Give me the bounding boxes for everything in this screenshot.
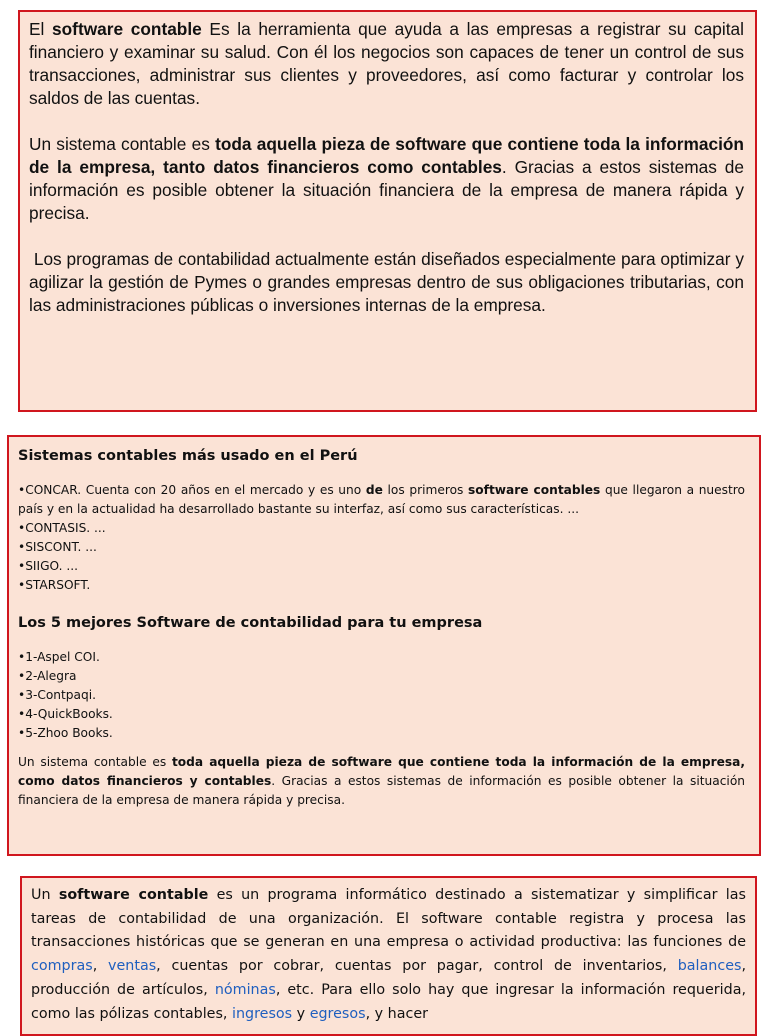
text: . Gracias a estos sistemas de información es posible obtener la situación financiera de la empresa de manera rápida y precisa. [18, 774, 745, 807]
text: Un sistema contable es [18, 755, 172, 769]
text: Un sistema contable es [29, 134, 216, 154]
closing-paragraph [18, 753, 745, 810]
section-heading-top5: Los 5 mejores Software de contabilidad para tu empresa [18, 615, 483, 631]
text: los primeros [382, 483, 469, 497]
intro-text-box [18, 10, 757, 412]
intro-paragraph-1 [29, 18, 744, 110]
text: Es la herramienta que ayuda a las empresas a registrar su capital financiero y examinar su salud. Con él los negocios son capaces de tener un control de sus transacciones, administrar sus clientes y proveedores, así como facturar y controlar los saldos de las cuentas. [29, 19, 744, 108]
intro-paragraph-2 [29, 133, 744, 225]
list-item: •1-Aspel COI. [18, 650, 100, 664]
link-egresos[interactable]: egresos [309, 1005, 366, 1022]
list-item: •SIIGO. ... [18, 559, 79, 573]
section-heading-peru: Sistemas contables más usado en el Perú [18, 448, 358, 464]
text: Un [31, 887, 59, 903]
definition-text-box [20, 876, 757, 1036]
bold-text: toda aquella pieza de software que contiene toda la información de la empresa, como datos financieros y contables [18, 755, 745, 788]
top5-software-list [18, 648, 745, 743]
software-list-box [7, 435, 761, 856]
bold-text: software contable [58, 887, 209, 903]
bold-text: software contable [52, 19, 202, 39]
text: que llegaron a nuestro país y en la actualidad ha desarrollado bastante su interfaz, así como sus características. ... [18, 483, 745, 516]
link-ventas[interactable]: ventas [108, 958, 157, 975]
list-item: •CONTASIS. ... [18, 521, 106, 535]
text: , y hacer [365, 1005, 429, 1022]
link-compras[interactable]: compras [31, 958, 93, 975]
bold-text: toda aquella pieza de software que contiene toda la información de la empresa, tanto datos financieros como contables [29, 134, 744, 177]
list-item: •4-QuickBooks. [18, 707, 113, 721]
intro-paragraph-3: Los programas de contabilidad actualmente están diseñados especialmente para optimizar y agilizar la gestión de Pymes o grandes empresas dentro de sus obligaciones tributarias, con las administraciones públicas o inversiones internas de la empresa. [29, 249, 749, 315]
list-item: •2-Alegra [18, 669, 77, 683]
list-item: •SISCONT. ... [18, 540, 97, 554]
concar-paragraph [18, 481, 745, 519]
text: es un programa informático destinado a sistematizar y simplificar las tareas de contabilidad de una organización. El software contable registra y procesa las transacciones históricas que se generan en una empresa o actividad productiva: las funciones de [31, 887, 746, 951]
bold-text: software contables [468, 483, 601, 497]
link-nominas[interactable]: nóminas [214, 981, 276, 998]
list-item: •STARSOFT. [18, 578, 91, 592]
list-item: •3-Contpaqi. [18, 688, 97, 702]
list-item: •5-Zhoo Books. [18, 726, 113, 740]
text: •CONCAR. Cuenta con 20 años en el mercado y es uno [18, 483, 366, 497]
peru-software-list [18, 519, 745, 595]
link-ingresos[interactable]: ingresos [232, 1005, 293, 1022]
bold-text: de [365, 483, 383, 497]
text: , etc. Para ello solo hay que ingresar la información requerida, como las pólizas contables, [31, 981, 746, 1022]
text: , [92, 958, 109, 975]
text: , cuentas por cobrar, cuentas por pagar, control de inventarios, [156, 958, 678, 975]
text: y [292, 1005, 310, 1022]
text: . Gracias a estos sistemas de información es posible obtener la situación financiera de la empresa de manera rápida y precisa. [29, 157, 744, 223]
text: El [29, 19, 53, 39]
text: , producción de artículos, [31, 958, 746, 998]
link-balances[interactable]: balances [677, 958, 742, 975]
